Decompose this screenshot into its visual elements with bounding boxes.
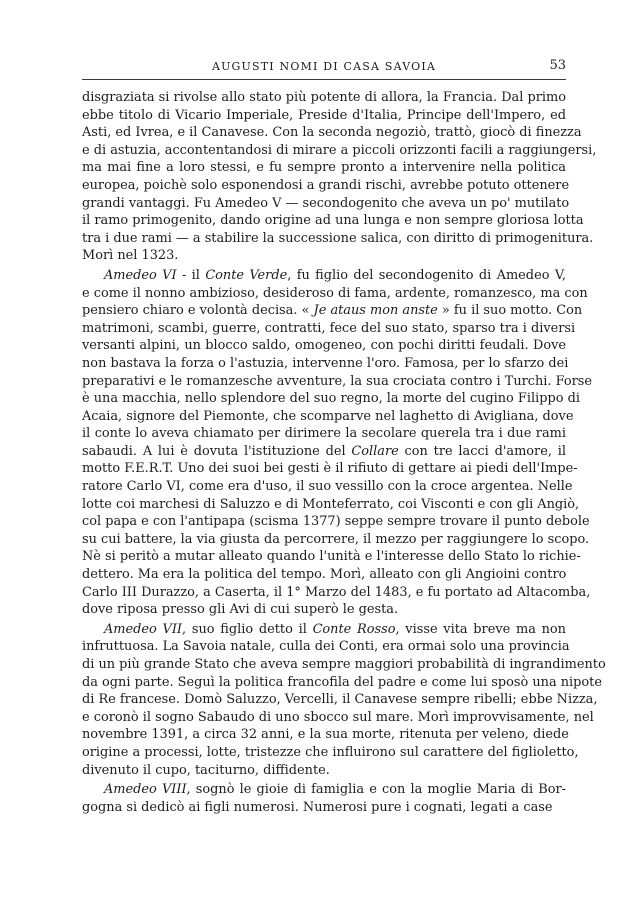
- paragraph: [82, 781, 566, 816]
- text-line: matrimoni, scambi, guerre, contratti, fece del suo stato, sparso tra i diversi: [82, 320, 576, 336]
- paragraph: [82, 621, 606, 779]
- italic-text: Conte Verde: [205, 267, 288, 283]
- text-line: grandi vantaggi. Fu Amedeo V — secondogenito che aveva un po' mutilato: [82, 195, 570, 211]
- text-line: il conte lo aveva chiamato per dirimere la secolare querela tra i due rami: [82, 426, 566, 442]
- text-line: Morì nel 1323.: [82, 248, 179, 264]
- text-line: su cui battere, la via giusta da percorrere, il mezzo per raggiungere lo scopo.: [82, 531, 590, 547]
- italic-text: Amedeo VI: [104, 267, 177, 283]
- text-line: gogna si dedicò ai figli numerosi. Numerosi pure i cognati, legati a case: [82, 799, 553, 815]
- text-line: da ogni parte. Seguì la politica francofila del padre e come lui sposò una nipote: [82, 674, 602, 690]
- body-text: [82, 89, 606, 816]
- text-line: e coronò il sogno Sabaudo di uno sbocco sul mare. Morì improvvisamente, nel: [82, 709, 594, 725]
- text-line: divenuto il cupo, taciturno, diffidente.: [82, 762, 330, 778]
- italic-text: Conte Rosso: [312, 621, 396, 637]
- text-line: Asti, ed Ivrea, e il Canavese. Con la seconda negoziò, trattò, giocò di finezza: [82, 125, 582, 141]
- text-line: motto F.E.R.T. Uno dei suoi bei gesti è il rifiuto di gettare ai piedi dell'Impe-: [82, 461, 578, 477]
- text-line: versanti alpini, un blocco saldo, omogeneo, con pochi diritti feudali. Dove: [82, 338, 566, 354]
- text-line: sabaudi. A lui è dovuta l'istituzione del Collare con tre lacci d'amore, il: [82, 443, 566, 459]
- italic-text: Amedeo VIII: [104, 782, 187, 798]
- text-line: Amedeo VIII, sognò le gioie di famiglia e con la moglie Maria di Bor-: [104, 782, 566, 798]
- text-line: col papa e con l'antipapa (scisma 1377) seppe sempre trovare il punto debole: [82, 514, 590, 530]
- text-line: Acaia, signore del Piemonte, che scomparve nel laghetto di Avigliana, dove: [82, 408, 574, 424]
- text-line: dettero. Ma era la politica del tempo. Morì, alleato con gli Angioini contro: [82, 567, 567, 583]
- running-title: AUGUSTI NOMI DI CASA SAVOIA: [211, 60, 437, 73]
- header-rule: [82, 79, 566, 80]
- text-line: infruttuosa. La Savoia natale, culla dei Conti, era ormai solo una provincia: [82, 639, 570, 655]
- text-line: Nè si peritò a mutar alleato quando l'unità e l'interesse dello Stato lo richie-: [82, 549, 581, 565]
- text-line: disgraziata si rivolse allo stato più potente di allora, la Francia. Dal primo: [82, 90, 566, 105]
- text-line: europea, poichè solo esponendosi a grandi rischi, avrebbe potuto ottenere: [82, 177, 570, 193]
- text-line: e di astuzia, accontentandosi di mirare a piccoli orizzonti facili a raggiungersi,: [82, 142, 597, 158]
- text-line: è una macchia, nello splendore del suo regno, la morte del cugino Filippo di: [82, 391, 580, 407]
- text-line: non bastava la forza o l'astuzia, intervenne l'oro. Famosa, per lo sfarzo dei: [82, 355, 569, 371]
- paragraph: [82, 267, 593, 619]
- text-line: Amedeo VII, suo figlio detto il Conte Rosso, visse vita breve ma non: [104, 621, 566, 637]
- text-line: origine a processi, lotte, tristezze che influirono sul carattere del figlioletto,: [82, 744, 579, 760]
- text-line: dove riposa presso gli Avi di cui superò le gesta.: [82, 602, 399, 618]
- text-line: Amedeo VI - il Conte Verde, fu figlio del secondogenito di Amedeo V,: [104, 267, 566, 283]
- text-line: Carlo III Durazzo, a Caserta, il 1° Marzo del 1483, e fu portato ad Altacomba,: [82, 584, 591, 600]
- text-line: di Re francese. Domò Saluzzo, Vercelli, il Canavese sempre ribelli; ebbe Nizza,: [82, 692, 598, 708]
- text-line: pensiero chiaro e volontà decisa. « Je ataus mon anste » fu il suo motto. Con: [82, 303, 583, 319]
- text-line: di un più grande Stato che aveva sempre maggiori probabilità di ingrandimento: [82, 657, 606, 672]
- italic-text: Je ataus mon anste: [313, 303, 438, 319]
- text-line: e come il nonno ambizioso, desideroso di fama, ardente, romanzesco, ma con: [82, 285, 588, 301]
- text-line: il ramo primogenito, dando origine ad una lunga e non sempre gloriosa lotta: [82, 213, 584, 229]
- paragraph: [82, 89, 597, 265]
- italic-text: Collare: [351, 443, 399, 459]
- text-line: ratore Carlo VI, come era d'uso, il suo vessillo con la croce argentea. Nelle: [82, 479, 573, 495]
- text-line: tra i due rami — a stabilire la successione salica, con diritto di primogenitura.: [82, 230, 594, 246]
- text-line: ma mai fine a loro stessi, e fu sempre pronto a intervenire nella politica: [82, 160, 566, 176]
- text-line: novembre 1391, a circa 32 anni, e la sua morte, ritenuta per veleno, diede: [82, 727, 569, 743]
- text-line: ebbe titolo di Vicario Imperiale, Preside d'Italia, Principe dell'Impero, ed: [82, 107, 566, 123]
- text-line: lotte coi marchesi di Saluzzo e di Monteferrato, coi Visconti e con gli Angiò,: [82, 496, 580, 512]
- text-line: preparativi e le romanzesche avventure, la sua crociata contro i Turchi. Forse: [82, 373, 593, 389]
- italic-text: Amedeo VII: [104, 621, 183, 637]
- page-number: 53: [549, 58, 566, 73]
- running-head: [82, 60, 566, 73]
